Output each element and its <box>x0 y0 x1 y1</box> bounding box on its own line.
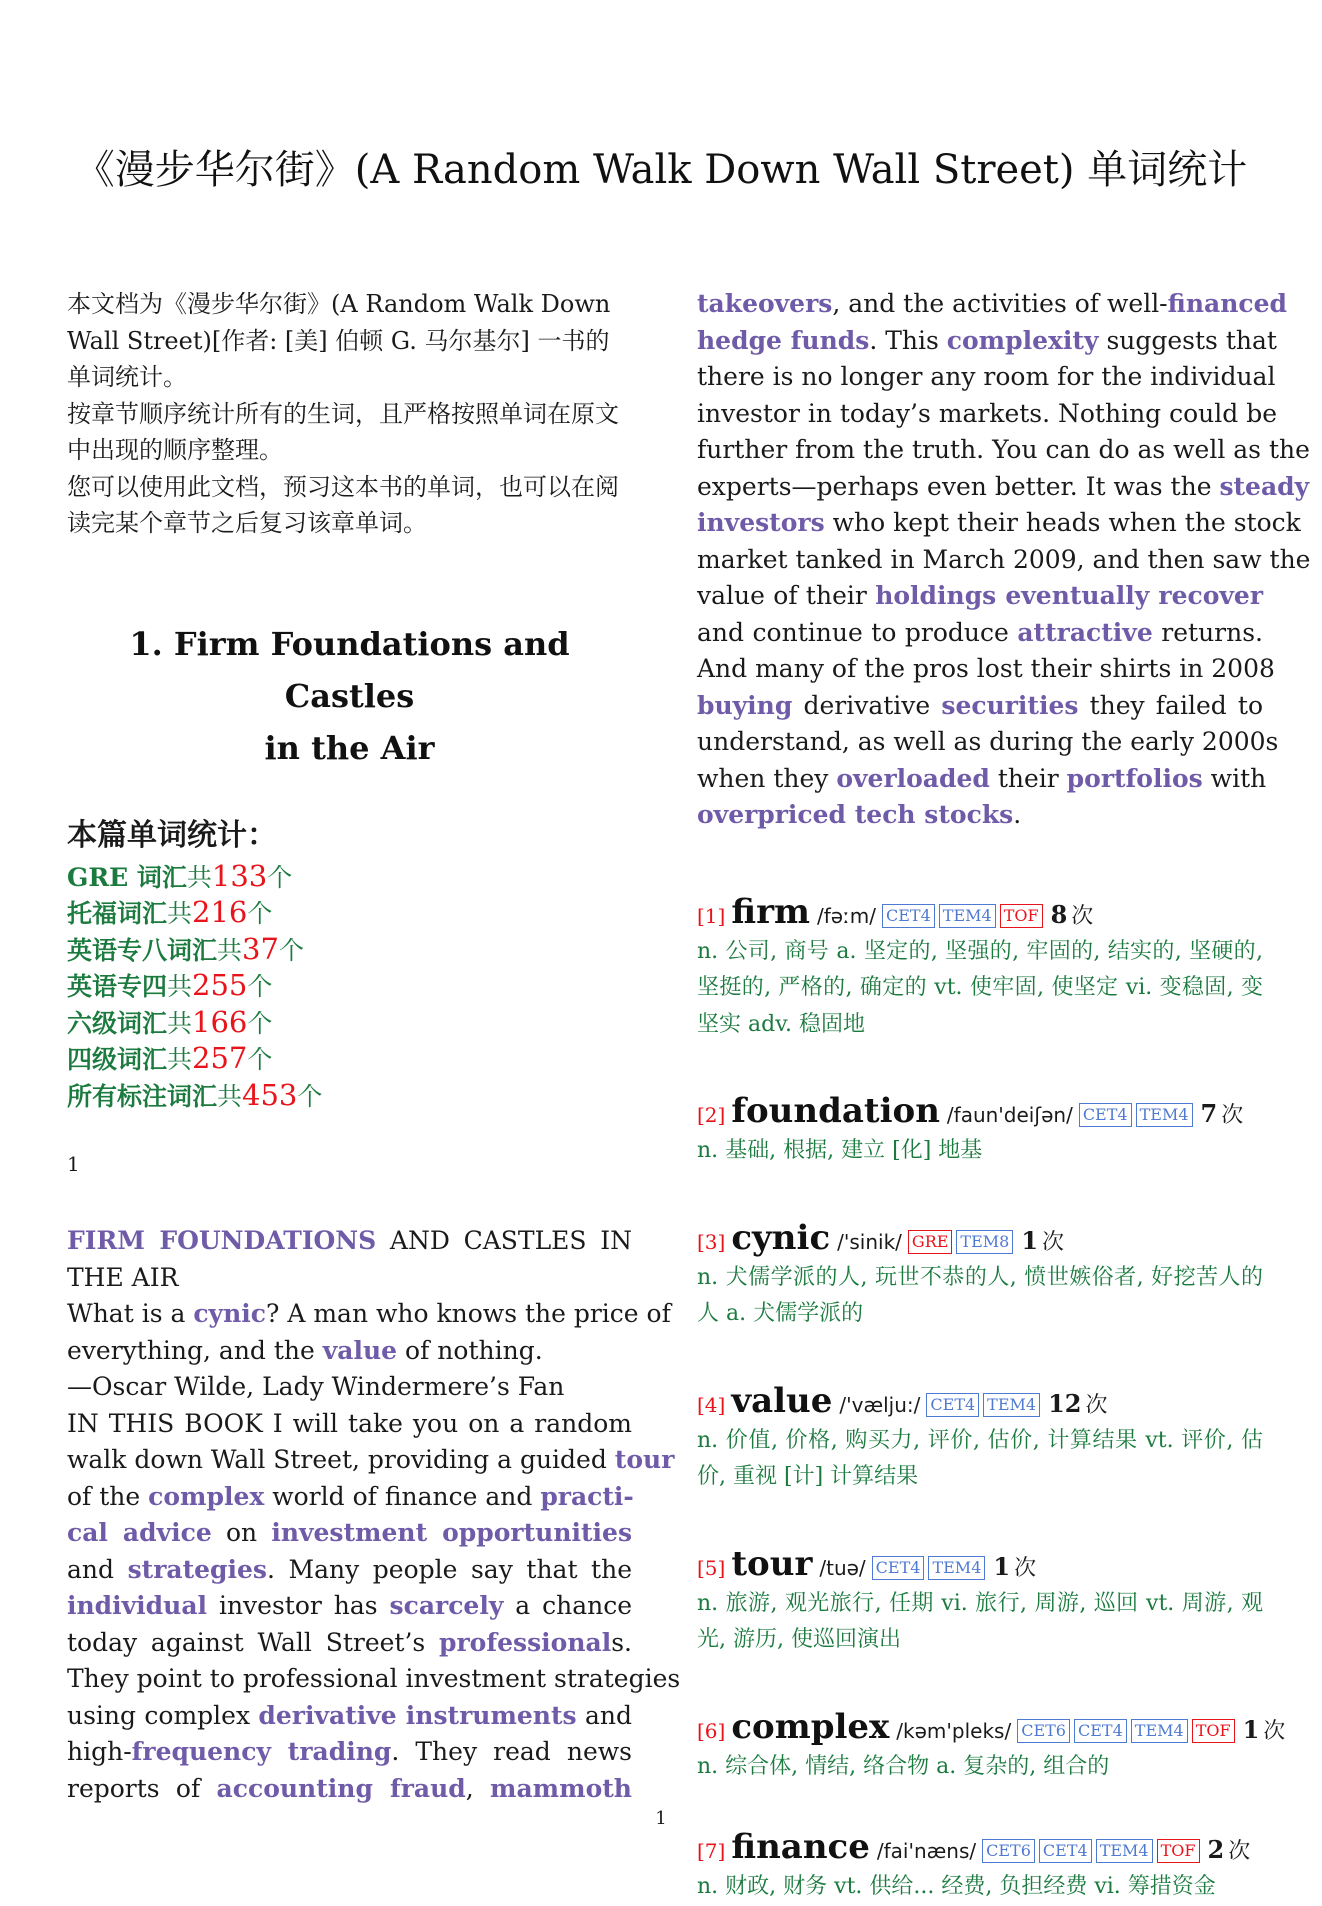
entry-definition: n. 基础, 根据, 建立 [化] 地基 <box>697 1138 983 1163</box>
entry-word: tour <box>731 1543 813 1584</box>
keyword: FIRM FOUNDATIONS <box>67 1226 377 1255</box>
text-line <box>67 1333 632 1370</box>
entry-definition: n. 综合体, 情结, 络合物 a. 复杂的, 组合的 <box>697 1753 1110 1779</box>
frequency-unit: 次 <box>1085 1392 1108 1418</box>
stat-gong: 共 <box>217 1081 243 1111</box>
entry-index: [5] <box>697 1555 726 1580</box>
entry-word: finance <box>731 1827 870 1867</box>
vocab-entry <box>697 1542 1263 1659</box>
entry-frequency: 1 <box>993 1551 1011 1581</box>
entry-word: complex <box>731 1706 890 1747</box>
text-run: market tanked in March 2009, and then saw the <box>697 544 1311 574</box>
stats-list <box>67 858 632 1114</box>
keyword: accounting fraud <box>216 1773 466 1803</box>
vocab-entry <box>697 1216 1263 1333</box>
text-run: s. <box>611 1627 632 1657</box>
entry-word: firm <box>731 891 810 932</box>
exam-tag: CET6 <box>982 1839 1035 1863</box>
text-line <box>67 1698 632 1735</box>
entry-header <box>697 1825 1263 1869</box>
keyword: investment opportunities <box>271 1518 633 1547</box>
exam-tag: CET4 <box>926 1393 979 1417</box>
text-line <box>67 1515 632 1552</box>
stat-label: 英语专四 <box>67 972 168 1001</box>
text-line <box>67 1223 632 1260</box>
entry-definition: n. 价值, 价格, 购买力, 评价, 估价, 计算结果 vt. 评价, 估价, 重视 [计] 计算结果 <box>697 1427 1263 1489</box>
text-line <box>67 1406 632 1443</box>
stat-label: 所有标注词汇 <box>67 1081 218 1111</box>
frequency-unit: 次 <box>1263 1718 1286 1744</box>
entry-word: value <box>731 1380 833 1421</box>
text-run: they failed to <box>1078 690 1263 720</box>
page-title: 《漫步华尔街》(A Random Walk Down Wall Street) 单词统计 <box>74 147 1248 193</box>
text-line <box>67 1442 675 1479</box>
stat-count: 255 <box>192 968 248 1002</box>
keyword: practi- <box>540 1481 634 1511</box>
left-column <box>67 286 681 1807</box>
passage-right <box>697 286 1311 834</box>
stat-count: 37 <box>242 931 279 966</box>
entry-frequency: 2 <box>1207 1835 1225 1864</box>
stat-unit: 个 <box>247 972 273 1001</box>
entry-header <box>697 1216 1263 1260</box>
frequency-unit: 次 <box>1228 1839 1251 1864</box>
entry-phonetic: /faun'deiʃən/ <box>946 1103 1073 1127</box>
text-line <box>67 1771 632 1808</box>
entry-index: [4] <box>697 1392 726 1417</box>
text-run: reports of <box>67 1773 217 1803</box>
text-run: walk down Wall Street, providing a guided <box>67 1445 615 1474</box>
text-run: using complex <box>67 1700 259 1730</box>
text-line <box>697 615 1263 652</box>
stat-label: 英语专八词汇 <box>67 935 218 965</box>
entry-definition: n. 旅游, 观光旅行, 任期 vi. 旅行, 周游, 巡回 vt. 周游, 观光, 游历, 使巡回演出 <box>697 1590 1263 1652</box>
text-run: and <box>576 1700 632 1730</box>
frequency-unit: 次 <box>1014 1555 1037 1581</box>
text-run: value of their <box>697 581 876 610</box>
exam-tag: CET6 <box>1017 1719 1070 1743</box>
text-run: . They read news <box>391 1737 632 1766</box>
exam-tag: TOF <box>1000 904 1043 928</box>
keyword: value <box>322 1335 398 1365</box>
keyword: financed <box>1167 289 1287 318</box>
entry-frequency: 1 <box>1021 1225 1039 1255</box>
keyword: tour <box>614 1445 675 1474</box>
vocab-entry <box>697 1379 1263 1496</box>
text-run: of the <box>67 1481 149 1511</box>
entry-index: [2] <box>697 1103 726 1127</box>
right-column <box>697 286 1311 1906</box>
stat-gong: 共 <box>217 935 243 965</box>
text-run: —Oscar Wilde, Lady Windermere’s Fan <box>67 1372 565 1401</box>
text-run: AND CASTLES IN <box>376 1226 632 1255</box>
text-run: ? A man who knows the price of <box>265 1299 671 1328</box>
text-line <box>697 724 1279 761</box>
stat-row <box>67 931 632 968</box>
entry-index: [7] <box>697 1839 726 1863</box>
stat-count: 166 <box>192 1004 248 1039</box>
stat-unit: 个 <box>247 1045 273 1074</box>
frequency-unit: 次 <box>1221 1103 1244 1128</box>
text-line <box>697 797 1263 834</box>
stat-gong: 共 <box>167 1045 193 1074</box>
exam-tag: TEM4 <box>1131 1719 1188 1743</box>
stat-unit: 个 <box>267 862 293 892</box>
keyword: scarcely <box>389 1591 504 1620</box>
entry-index: [6] <box>697 1718 726 1743</box>
keyword: takeovers <box>697 289 833 318</box>
text-line <box>697 688 1263 725</box>
entry-phonetic: /'vælju:/ <box>839 1392 921 1417</box>
text-line <box>697 505 1301 542</box>
text-run: What is a <box>67 1299 194 1328</box>
stat-label: 四级词汇 <box>67 1045 168 1074</box>
vocab-entry <box>697 890 1263 1044</box>
stat-row <box>67 967 632 1004</box>
text-run: and <box>67 1554 128 1584</box>
vocabulary-list <box>697 890 1286 1906</box>
stat-row <box>67 858 632 895</box>
text-line <box>67 1661 681 1698</box>
stats-heading: 本篇单词统计： <box>67 817 277 853</box>
chapter-title-line: 1. Firm Foundations and Castles <box>129 624 570 715</box>
entry-definition: n. 公司, 商号 a. 坚定的, 坚强的, 牢固的, 结实的, 坚硬的, 坚挺的, 严格的, 确定的 vt. 使牢固, 使坚定 vi. 变稳固, 变坚实 adv. 稳固地 <box>697 938 1263 1037</box>
text-run: derivative <box>792 690 942 720</box>
stat-row <box>67 1077 632 1114</box>
text-line <box>697 432 1310 469</box>
keyword: portfolios <box>1066 763 1203 793</box>
entry-header <box>697 1542 1263 1586</box>
stat-gong: 共 <box>186 862 212 892</box>
exam-tag: TEM4 <box>939 904 996 928</box>
text-run: world of finance and <box>264 1481 541 1511</box>
text-line <box>697 651 1275 688</box>
text-run: IN THIS BOOK I will take you on a random <box>67 1408 632 1438</box>
text-line <box>67 1588 632 1625</box>
text-run: . <box>1013 800 1022 829</box>
keyword: investors <box>697 508 825 537</box>
stat-label: GRE 词汇 <box>67 862 187 892</box>
intro <box>67 286 632 542</box>
entry-phonetic: /tuə/ <box>819 1555 866 1580</box>
exam-tag: TEM8 <box>956 1230 1013 1254</box>
exam-tag: CET4 <box>1039 1839 1092 1863</box>
text-line <box>67 1296 671 1333</box>
text-run: experts—perhaps even better. It was the <box>697 471 1220 501</box>
page-number: 1 <box>655 1808 667 1829</box>
text-run: returns. <box>1152 617 1263 647</box>
text-run: there is no longer any room for the individual <box>697 362 1276 391</box>
entry-definition: n. 财政, 财务 vt. 供给... 经费, 负担经费 vi. 筹措资金 <box>697 1874 1216 1899</box>
entry-header <box>697 890 1263 934</box>
vocab-entry <box>697 1089 1263 1170</box>
keyword: frequency trading <box>131 1737 392 1766</box>
text-line <box>67 1625 632 1662</box>
entry-frequency: 8 <box>1050 899 1068 929</box>
entry-frequency: 1 <box>1242 1714 1260 1744</box>
entry-phonetic: /'sinik/ <box>837 1229 902 1254</box>
text-run: on <box>211 1518 272 1547</box>
exam-tag: TOF <box>1192 1719 1235 1743</box>
keyword: securities <box>941 690 1079 720</box>
text-line <box>697 286 1287 323</box>
exam-tag: CET4 <box>1079 1103 1132 1127</box>
text-run: further from the truth. You can do as well as the <box>697 435 1310 464</box>
exam-tag: TEM4 <box>983 1393 1040 1417</box>
exam-tag: TOF <box>1157 1839 1200 1863</box>
frequency-unit: 次 <box>1042 1229 1065 1255</box>
text-line <box>67 1734 632 1771</box>
text-run: and continue to produce <box>697 617 1018 647</box>
keyword: holdings eventually recover <box>875 581 1264 610</box>
text-line <box>67 1479 632 1516</box>
frequency-unit: 次 <box>1071 903 1094 929</box>
chapter-title-line: in the Air <box>264 728 435 767</box>
stat-unit: 个 <box>247 899 273 928</box>
entry-phonetic: /fəːm/ <box>816 903 876 928</box>
text-run: everything, and the <box>67 1335 323 1365</box>
keyword: attractive <box>1017 617 1153 647</box>
section-number: 1 <box>67 1152 80 1176</box>
stat-gong: 共 <box>167 1008 193 1038</box>
stat-gong: 共 <box>167 972 193 1001</box>
stat-row <box>67 1040 632 1077</box>
text-run: . Many people say that the <box>266 1554 632 1584</box>
text-run: of nothing. <box>397 1335 543 1365</box>
text-line <box>67 1369 632 1406</box>
stat-count: 453 <box>242 1077 298 1112</box>
exam-tag: CET4 <box>872 1556 925 1580</box>
stat-unit: 个 <box>297 1081 323 1111</box>
entry-frequency: 12 <box>1048 1388 1082 1418</box>
keyword: professional <box>439 1627 612 1657</box>
entry-index: [3] <box>697 1229 726 1254</box>
exam-tag: CET4 <box>1074 1719 1127 1743</box>
text-line <box>697 469 1310 506</box>
text-line <box>67 1260 632 1297</box>
text-run: , <box>465 1773 491 1803</box>
stat-label: 六级词汇 <box>67 1008 168 1038</box>
stat-label: 托福词汇 <box>67 899 168 928</box>
stat-unit: 个 <box>247 1008 273 1038</box>
exam-tag: TEM4 <box>1136 1103 1193 1127</box>
text-run: investor in today’s markets. Nothing could be <box>697 398 1278 428</box>
keyword: individual <box>67 1591 208 1620</box>
text-run: a chance <box>503 1591 633 1620</box>
text-run: . This <box>869 325 947 355</box>
entry-index: [1] <box>697 903 726 928</box>
intro-paragraph: 您可以使用此文档，预习这本书的单词，也可以在阅读完某个章节之后复习该章单词。 <box>67 472 619 537</box>
text-line <box>697 359 1276 396</box>
keyword: cynic <box>193 1299 266 1328</box>
text-run: , and the activities of well- <box>832 289 1168 318</box>
keyword: buying <box>697 690 793 720</box>
keyword: cal advice <box>67 1518 212 1547</box>
text-run: with <box>1202 763 1267 793</box>
entry-header <box>697 1379 1263 1423</box>
entry-phonetic: /kəm'pleks/ <box>896 1718 1012 1743</box>
text-line <box>697 396 1278 433</box>
passage-left <box>67 1223 681 1807</box>
entry-phonetic: /fai'næns/ <box>876 1839 977 1863</box>
text-run: when they <box>697 763 837 793</box>
stat-count: 257 <box>192 1041 248 1075</box>
intro-paragraph: 本文档为《漫步华尔街》(A Random Walk Down Wall Street)[作者: [美] 伯顿 G. 马尔基尔] 一书的单词统计。 <box>67 290 611 391</box>
keyword: complex <box>148 1481 265 1511</box>
stat-row <box>67 1004 632 1041</box>
entry-definition: n. 犬儒学派的人, 玩世不恭的人, 愤世嫉俗者, 好挖苦人的人 a. 犬儒学派的 <box>697 1264 1263 1326</box>
exam-tag: GRE <box>908 1230 953 1254</box>
text-line <box>67 1552 632 1589</box>
keyword: mammoth <box>490 1773 632 1803</box>
intro-paragraph: 按章节顺序统计所有的生词，且严格按照单词在原文中出现的顺序整理。 <box>67 399 619 464</box>
entry-header <box>697 1089 1263 1133</box>
vocab-entry <box>697 1705 1286 1786</box>
text-run: understand, as well as during the early 2000s <box>697 727 1279 756</box>
text-line <box>697 542 1311 579</box>
keyword: steady <box>1219 471 1310 501</box>
text-run: investor has <box>207 1591 390 1620</box>
entry-word: foundation <box>731 1091 940 1131</box>
stat-count: 133 <box>211 858 268 893</box>
entry-header <box>697 1705 1286 1749</box>
keyword: overloaded <box>836 763 990 793</box>
text-line <box>697 323 1277 360</box>
text-run: They point to professional investment strategies <box>67 1664 681 1693</box>
vocab-entry <box>697 1825 1263 1906</box>
entry-frequency: 7 <box>1200 1099 1218 1128</box>
text-run: today against Wall Street’s <box>67 1627 440 1657</box>
stat-row <box>67 894 632 931</box>
text-run: high- <box>67 1737 132 1766</box>
stat-gong: 共 <box>167 899 193 928</box>
exam-tag: TEM4 <box>928 1556 985 1580</box>
keyword: derivative instruments <box>258 1700 577 1730</box>
keyword: complexity <box>946 325 1099 355</box>
text-run: their <box>989 763 1067 793</box>
text-run: who kept their heads when the stock <box>824 508 1301 537</box>
chapter-title <box>67 618 632 774</box>
keyword: overpriced tech stocks <box>697 800 1014 829</box>
keyword: hedge funds <box>697 325 870 355</box>
stat-unit: 个 <box>278 935 304 965</box>
text-run: THE AIR <box>67 1262 179 1292</box>
keyword: strategies <box>127 1554 267 1584</box>
text-line <box>697 761 1267 798</box>
exam-tag: TEM4 <box>1096 1839 1153 1863</box>
text-line <box>697 578 1263 615</box>
stat-count: 216 <box>192 895 248 929</box>
text-run: suggests that <box>1098 325 1277 355</box>
exam-tag: CET4 <box>882 904 935 928</box>
text-run: And many of the pros lost their shirts in 2008 <box>697 654 1275 683</box>
entry-word: cynic <box>731 1217 831 1258</box>
